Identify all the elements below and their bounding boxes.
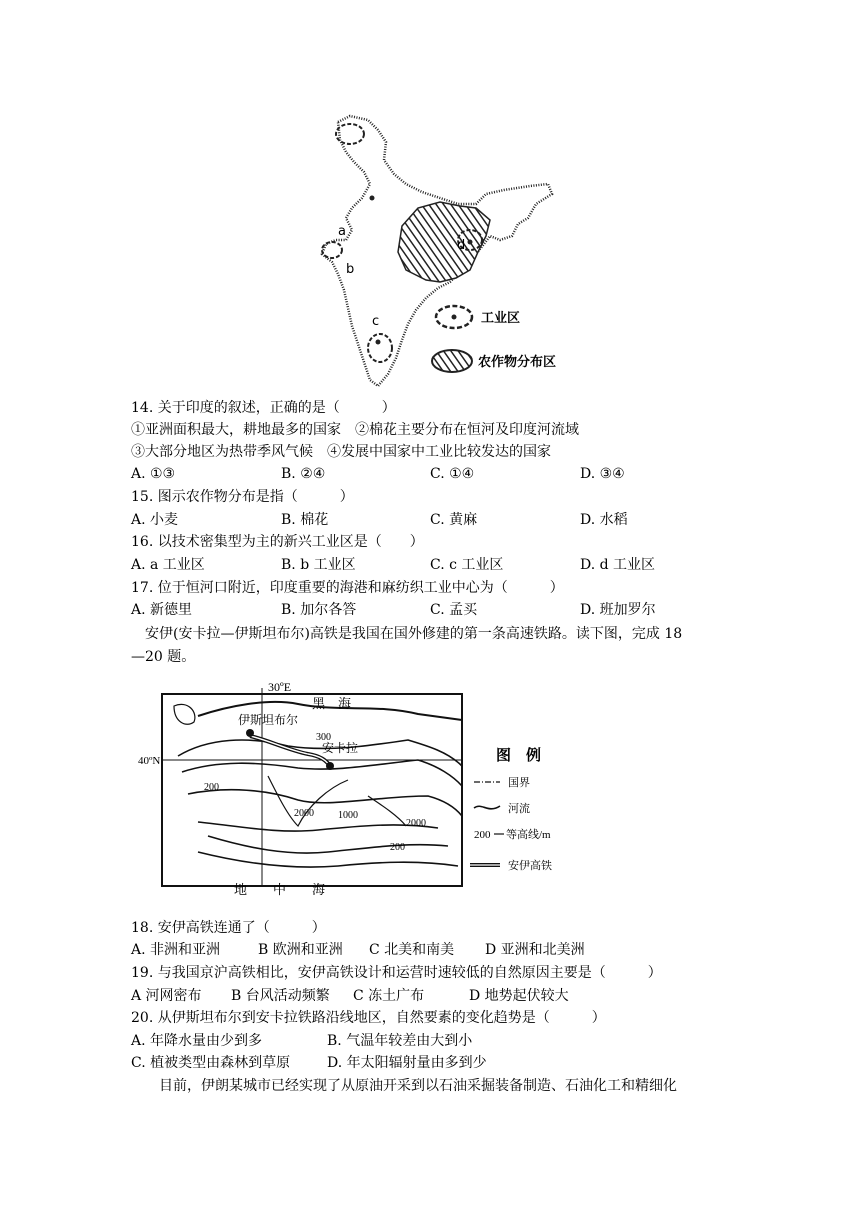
q17-option-d[interactable]: D. 班加罗尔 — [580, 602, 656, 618]
label-a: a — [338, 224, 346, 239]
q14-statement-2: ③大部分地区为热带季风气候 ④发展中国家中工业比较发达的国家 — [131, 444, 551, 460]
q15-stem: 15. 图示农作物分布是指（ ） — [131, 489, 354, 505]
latitude-label: 40ºN — [138, 755, 161, 767]
q18-option-a[interactable]: A. 非洲和亚洲 — [131, 942, 221, 958]
q18-option-b[interactable]: B 欧洲和亚洲 — [258, 942, 343, 958]
q16-option-b[interactable]: B. b 工业区 — [281, 557, 356, 573]
longitude-label: 30ºE — [268, 680, 292, 694]
label-c: c — [372, 314, 380, 329]
intro-18-20-line1: 安伊(安卡拉—伊斯坦布尔)高铁是我国在国外修建的第一条高速铁路。读下图，完成 18 — [131, 626, 683, 642]
q19-option-c[interactable]: C 冻土广布 — [353, 988, 425, 1004]
q16-option-d[interactable]: D. d 工业区 — [580, 557, 656, 573]
q18-option-d[interactable]: D 亚洲和北美洲 — [485, 942, 585, 958]
q17-option-b[interactable]: B. 加尔各答 — [281, 602, 357, 618]
contour-1000: 1000 — [338, 810, 358, 821]
contour-300: 300 — [316, 732, 331, 743]
q15-option-b[interactable]: B. 棉花 — [281, 512, 329, 528]
label-b: b — [346, 262, 355, 277]
contour-200-east: 200 — [390, 842, 405, 853]
q19-option-b[interactable]: B 台风活动频繁 — [231, 988, 330, 1004]
ankara-label: 安卡拉 — [322, 741, 359, 755]
black-sea-label: 黑 海 — [312, 696, 352, 711]
q14-option-b[interactable]: B. ②④ — [281, 466, 326, 482]
legend-crop: 农作物分布区 — [478, 355, 557, 370]
q20-stem: 20. 从伊斯坦布尔到安卡拉铁路沿线地区，自然要素的变化趋势是（ ） — [131, 1010, 606, 1026]
q17-option-a[interactable]: A. 新德里 — [131, 602, 193, 618]
q16-option-c[interactable]: C. c 工业区 — [430, 557, 504, 573]
q20-option-c[interactable]: C. 植被类型由森林到草原 — [131, 1055, 291, 1071]
q14-statement-1: ①亚洲面积最大，耕地最多的国家 ②棉花主要分布在恒河及印度河流域 — [131, 422, 579, 438]
legend-industrial: 工业区 — [481, 311, 521, 326]
q15-option-d[interactable]: D. 水稻 — [580, 512, 628, 528]
istanbul-label: 伊斯坦布尔 — [238, 713, 299, 727]
intro-18-20-line2: —20 题。 — [131, 649, 196, 665]
q15-option-c[interactable]: C. 黄麻 — [430, 512, 478, 528]
contour-2000-west: 2000 — [294, 808, 314, 819]
q18-option-c[interactable]: C 北美和南美 — [369, 942, 455, 958]
q14-option-a[interactable]: A. ①③ — [131, 466, 176, 482]
contour-200-west: 200 — [204, 782, 219, 793]
q17-stem: 17. 位于恒河口附近，印度重要的海港和麻纺织工业中心为（ ） — [131, 580, 564, 596]
legend-border: 国界 — [508, 777, 530, 789]
legend-contour-value: 200 — [474, 829, 491, 841]
q19-stem: 19. 与我国京沪高铁相比，安伊高铁设计和运营时速较低的自然原因主要是（ ） — [131, 965, 662, 981]
india-map — [290, 112, 580, 390]
q14-stem: 14. 关于印度的叙述，正确的是（ ） — [131, 400, 396, 416]
q14-option-d[interactable]: D. ③④ — [580, 466, 625, 482]
q20-option-a[interactable]: A. 年降水量由少到多 — [131, 1033, 263, 1049]
q15-option-a[interactable]: A. 小麦 — [131, 512, 179, 528]
q20-option-d[interactable]: D. 年太阳辐射量由多到少 — [327, 1055, 487, 1071]
intro-next-section: 目前，伊朗某城市已经实现了从原油开采到以石油采掘装备制造、石油化工和精细化 — [131, 1078, 677, 1094]
q16-stem: 16. 以技术密集型为主的新兴工业区是（ ） — [131, 534, 424, 550]
contour-2000-east: 2000 — [406, 818, 426, 829]
q19-option-d[interactable]: D 地势起伏较大 — [469, 988, 569, 1004]
turkey-map — [138, 676, 593, 906]
legend-title: 图 例 — [496, 748, 542, 764]
legend-river: 河流 — [508, 803, 530, 815]
mediterranean-label: 地 中 海 — [234, 882, 326, 897]
label-d: d — [457, 238, 466, 253]
q16-option-a[interactable]: A. a 工业区 — [131, 557, 205, 573]
crop-area — [398, 202, 490, 282]
q18-stem: 18. 安伊高铁连通了（ ） — [131, 920, 326, 936]
q14-option-c[interactable]: C. ①④ — [430, 466, 475, 482]
q20-option-b[interactable]: B. 气温年较差由大到小 — [327, 1033, 473, 1049]
q17-option-c[interactable]: C. 孟买 — [430, 602, 478, 618]
q19-option-a[interactable]: A 河网密布 — [131, 988, 202, 1004]
legend-contour: 等高线/m — [506, 829, 551, 841]
legend-rail: 安伊高铁 — [508, 860, 552, 872]
